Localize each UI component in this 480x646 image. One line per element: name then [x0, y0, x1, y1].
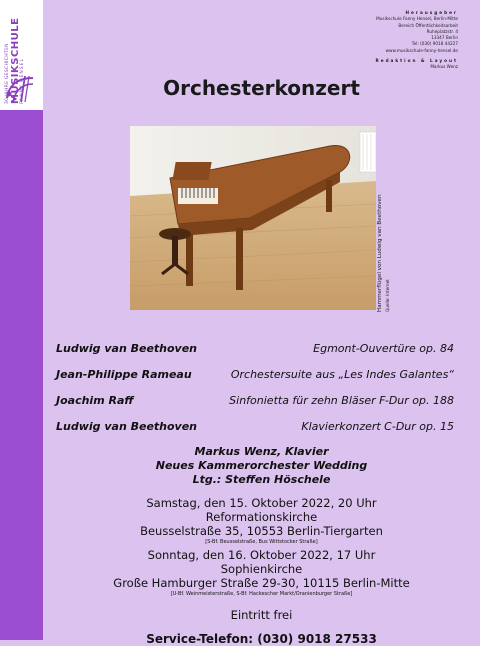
event-datetime: Sonntag, den 16. Oktober 2022, 17 Uhr [147, 548, 376, 562]
imprint-editorial-heading: Redaktion & Layout [375, 58, 458, 64]
program-work: Egmont-Ouvertüre op. 84 [313, 342, 454, 355]
event-datetime: Samstag, den 15. Oktober 2022, 20 Uhr [146, 496, 377, 510]
imprint-web: www.musikschule-fanny-hensel.de [385, 47, 458, 53]
entry-fee: Eintritt frei [230, 608, 293, 622]
imprint-block [258, 10, 458, 71]
event-transit: [U-Bf. Weinmeisterstraße, S-Bf. Hackescher Markt/Oranienburger Straße] [170, 591, 353, 597]
logo-line-2: MUSIKSCHULE [9, 17, 21, 104]
logo-wordmark [6, 18, 25, 104]
event-venue: Reformationskirche [205, 510, 318, 524]
imprint-dept: Bereich Öffentlichkeitsarbeit [398, 22, 458, 28]
performer-soloist: Markus Wenz, Klavier [194, 445, 329, 458]
imprint-city: 13347 Berlin [431, 35, 458, 41]
imprint-street: Ruheplatzstr. 4 [426, 28, 458, 34]
program-row [56, 342, 454, 368]
program-work: Klavierkonzert C-Dur op. 15 [301, 420, 454, 433]
page-title: Orchesterkonzert [163, 76, 360, 100]
performer-conductor: Ltg.: Steffen Höschele [192, 473, 331, 486]
school-logo [0, 0, 43, 110]
event-address: Beusselstraße 35, 10553 Berlin-Tiergarten [140, 524, 383, 538]
event-saturday [43, 496, 480, 546]
piano-photo [130, 126, 376, 310]
service-phone: Service-Telefon: (030) 9018 27533 [146, 632, 377, 646]
logo-line-1: 30 JAHRE GESCHICHTEN [5, 43, 10, 104]
event-address: Große Hamburger Straße 29-30, 10115 Berlin-Mitte [113, 576, 410, 590]
program-composer: Ludwig van Beethoven [56, 420, 198, 433]
photo-caption [377, 194, 391, 312]
event-sunday [43, 548, 480, 598]
photo-caption-text: Hammerflügel von Ludwig van Beethoven [377, 194, 383, 312]
imprint-tel: Tel: (030) 9018 44227 [411, 41, 458, 47]
program-composer: Ludwig van Beethoven [56, 342, 198, 355]
event-transit: [S-Bf. Beusselstraße, Bus Wittstocker Straße] [205, 539, 318, 545]
performers-block [43, 445, 480, 487]
photo-source: Quelle: Internet [385, 279, 390, 312]
imprint-org: Musikschule Fanny Hensel, Berlin-Mitte [376, 16, 458, 22]
program-work: Orchestersuite aus „Les Indes Galantes“ [230, 368, 454, 381]
logo-line-3: FANNY HENSEL [19, 58, 25, 104]
program-composer: Jean-Philippe Rameau [56, 368, 192, 381]
program-row [56, 394, 454, 420]
performer-orchestra: Neues Kammerorchester Wedding [155, 459, 368, 472]
program-list [56, 342, 454, 446]
imprint-heading: Herausgeber [405, 10, 458, 15]
program-row [56, 368, 454, 394]
program-work: Sinfonietta für zehn Bläser F-Dur op. 188 [229, 394, 454, 407]
piano-illustration [130, 126, 376, 310]
program-composer: Joachim Raff [56, 394, 134, 407]
imprint-editor: Markus Wenz [430, 64, 458, 70]
event-venue: Sophienkirche [220, 562, 303, 576]
program-row [56, 420, 454, 446]
